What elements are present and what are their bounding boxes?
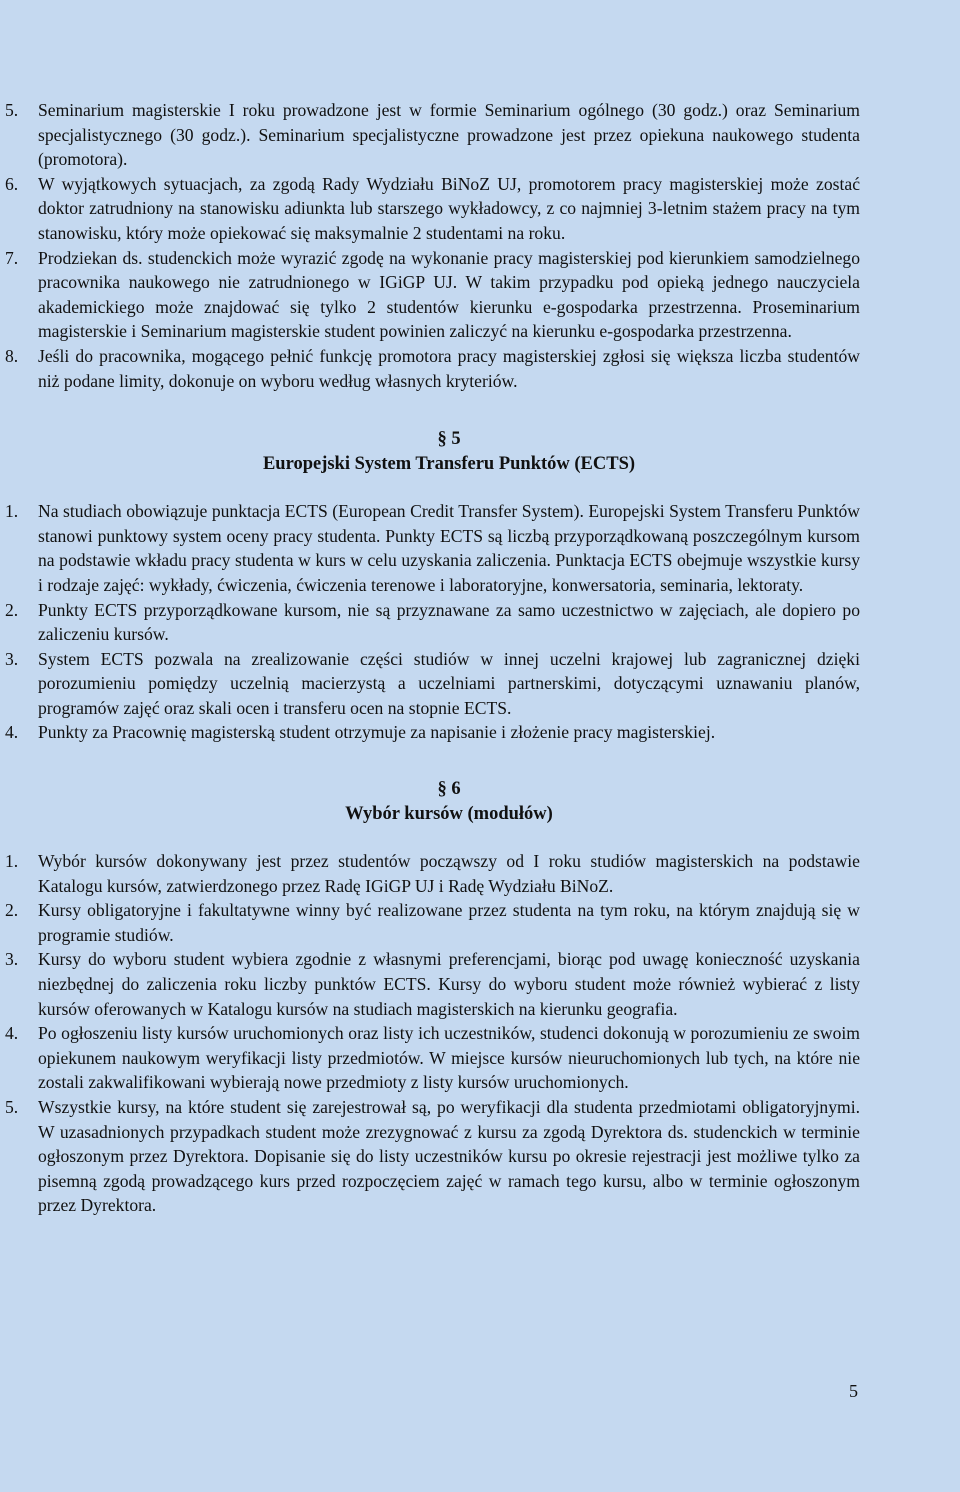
section-5-list [5, 499, 860, 745]
item-number: 8. [5, 345, 19, 366]
section-title: Europejski System Transferu Punktów (ECTS) [262, 454, 636, 475]
list-item [5, 720, 860, 745]
item-number: 3. [5, 949, 19, 970]
list-item [5, 98, 860, 172]
list-item [5, 947, 860, 1021]
item-number: 3. [5, 648, 19, 669]
item-number: 5. [5, 1097, 19, 1117]
section-title: Wybór kursów (modułów) [345, 804, 553, 825]
item-text: System ECTS pozwala na zrealizowanie części studiów w innej uczelni krajowej lub zagranicznej dzięki porozumieniu pomiędzy uczelnią macierzystą a uczelniami partnerskimi, dotyczącymi uznawaniu planów, programów zajęć oraz skali ocen i transferu ocen na stopnie ECTS. [38, 648, 860, 718]
regulations-list-continued [5, 98, 860, 393]
item-text: Prodziekan ds. studenckich może wyrazić zgodę na wykonanie pracy magisterskiej pod kierunkiem samodzielnego pracownika naukowego nie zatrudnionego w IGiGP UJ. W takim przypadku pod opieką jednego nauczyciela akademickiego może znajdować się tylko 2 studentów kierunku e-gospodarka przestrzenna. Proseminarium magisterskie i Seminarium magisterskie student powinien zaliczyć na kierunku e-gospodarka przestrzenna. [38, 247, 860, 342]
item-text: Seminarium magisterskie I roku prowadzone jest w formie Seminarium ogólnego (30 godz.) oraz Seminarium specjalistycznego (30 godz.). Seminarium specjalistyczne prowadzone jest przez opiekuna naukowego studenta (promotora). [38, 100, 860, 170]
item-number: 4. [5, 722, 19, 743]
page-number: 5 [849, 1381, 858, 1401]
item-number: 1. [5, 851, 19, 872]
item-number: 2. [5, 900, 19, 921]
list-item [5, 246, 860, 344]
item-text: Na studiach obowiązuje punktacja ECTS (European Credit Transfer System). Europejski System Transferu Punktów stanowi punktowy system oceny pracy studenta. Punkty ECTS są liczbą przyporządkowaną poszczególnym kursom na podstawie wkładu pracy studenta w kurs w celu uzyskania zaliczenia. Punktacja ECTS obejmuje wszystkie kursy i rodzaje zajęć: wykłady, ćwiczenia, ćwiczenia terenowe i laboratoryjne, konwersatoria, seminaria, lektoraty. [38, 501, 860, 595]
list-item [5, 1021, 860, 1095]
item-text: W wyjątkowych sytuacjach, za zgodą Rady Wydziału BiNoZ UJ, promotorem pracy magisterskiej może zostać doktor zatrudniony na stanowisku adiunkta lub starszego wykładowcy, z co najmniej 3-letnim stażem pracy na tym stanowisku, który może opiekować się maksymalnie 2 studentami na roku. [38, 173, 860, 243]
item-text: Po ogłoszeniu listy kursów uruchomionych oraz listy ich uczestników, studenci dokonują w porozumieniu ze swoim opiekunem naukowym weryfikacji listy przedmiotów. W miejsce kursów nieuruchomionych lub tych, na które nie zostali zakwalifikowani wybierają nowe przedmioty z listy kursów uruchomionych. [38, 1023, 860, 1093]
item-text: Punkty za Pracownię magisterską student otrzymuje za napisanie i złożenie pracy magisterskiej. [38, 722, 716, 743]
item-text: Kursy do wyboru student wybiera zgodnie z własnymi preferencjami, biorąc pod uwagę konieczność uzyskania niezbędnej do zaliczenia roku liczby punktów ECTS. Kursy do wyboru student może również wybierać z listy kursów oferowanych w Katalogu kursów na studiach magisterskich na kierunku geografia. [38, 949, 860, 1019]
item-number: 5. [5, 100, 19, 120]
item-text: Punkty ECTS przyporządkowane kursom, nie są przyznawane za samo uczestnictwo w zajęciach, ale dopiero po zaliczeniu kursów. [38, 599, 860, 645]
section-5-heading [5, 427, 860, 477]
section-number: § 5 [437, 429, 461, 450]
item-number: 4. [5, 1023, 19, 1044]
section-number: § 6 [437, 779, 461, 800]
list-item [5, 499, 860, 597]
list-item [5, 172, 860, 246]
item-number: 2. [5, 599, 19, 620]
item-text: Wybór kursów dokonywany jest przez studentów począwszy od I roku studiów magisterskich na podstawie Katalogu kursów, zatwierdzonego przez Radę IGiGP UJ i Radę Wydziału BiNoZ. [38, 851, 860, 896]
item-text: Wszystkie kursy, na które student się zarejestrował są, po weryfikacji dla studenta przedmiotami obligatoryjnymi. W uzasadnionych przypadkach student może zrezygnować z kursu za zgodą Dyrektora ds. studenckich w terminie ogłoszonym przez Dyrektora. Dopisanie się do listy uczestników kursu po okresie rejestracji jest możliwe tylko za pisemną zgodą prowadzącego kurs przed rozpoczęciem zajęć w ramach tego kursu, albo w terminie ogłoszonym przez Dyrektora. [38, 1097, 860, 1216]
list-item [5, 647, 860, 721]
item-number: 1. [5, 501, 19, 522]
item-number: 7. [5, 247, 19, 268]
section-6-heading [5, 777, 860, 827]
list-item [5, 849, 860, 898]
item-text: Kursy obligatoryjne i fakultatywne winny być realizowane przez studenta na tym roku, na którym znajdują się w programie studiów. [38, 900, 860, 945]
list-item [5, 1095, 860, 1218]
item-number: 6. [5, 173, 19, 194]
section-6-list [5, 849, 860, 1218]
list-item [5, 598, 860, 647]
item-text: Jeśli do pracownika, mogącego pełnić funkcję promotora pracy magisterskiej zgłosi się większa liczba studentów niż podane limity, dokonuje on wyboru według własnych kryteriów. [38, 345, 860, 391]
list-item [5, 898, 860, 947]
list-item [5, 344, 860, 393]
